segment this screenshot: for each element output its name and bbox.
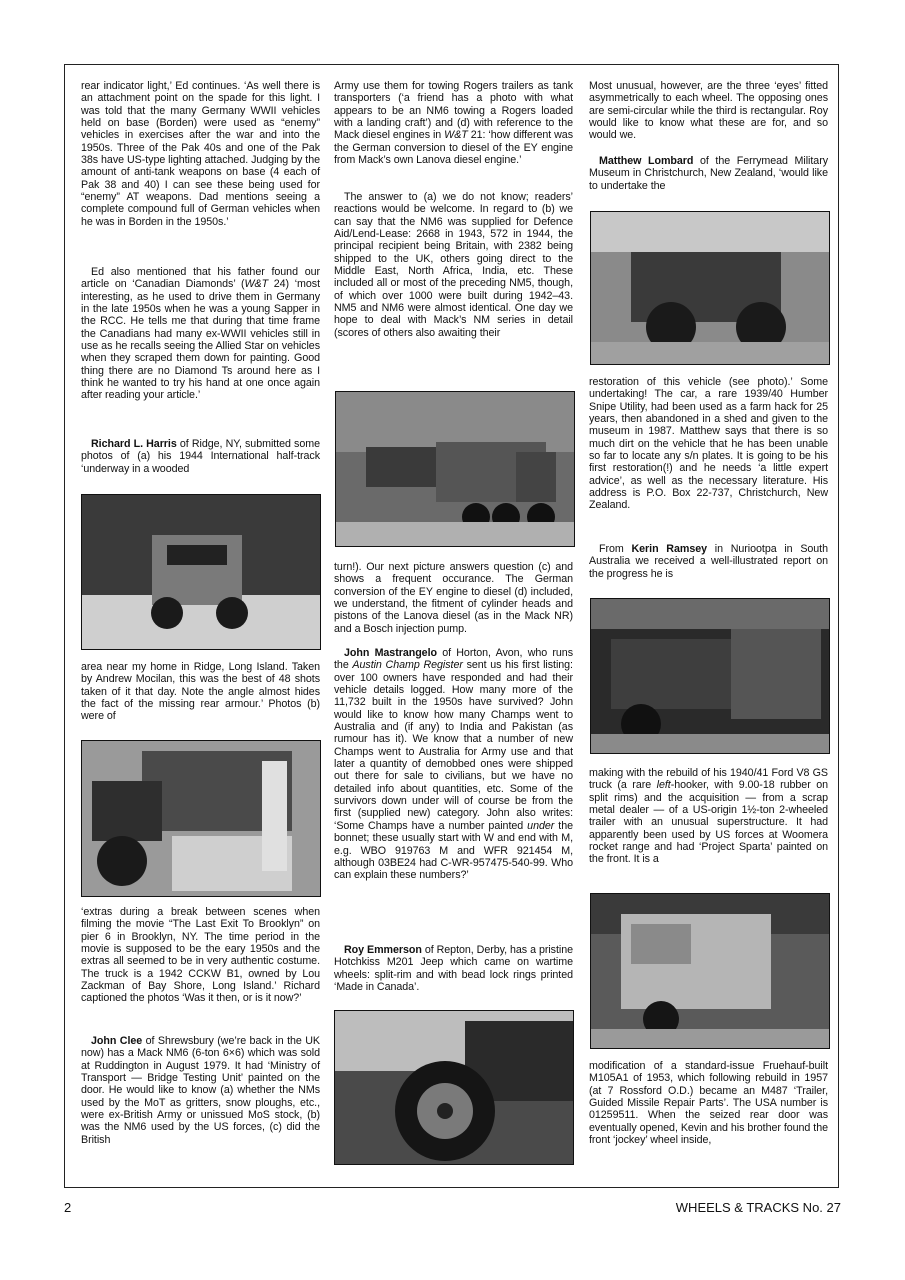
paragraph: ‘extras during a break between scenes when filming the movie “The Last Exit To Brooklyn” on pier 6 in Brooklyn, NY. The time period in the movie is supposed to be the eary 1950s and the extras all seemed to be in very authentic costume. The truck is a 1942 CCKW B1, owned by Lou Zackman of Bay Shore, Long Island.’ Richard captioned the photos ‘Was it then, or is it now?’	[81, 906, 320, 1005]
ford-gs-truck-photo	[590, 598, 830, 754]
paragraph: John Mastrangelo of Horton, Avon, who runs the Austin Champ Register sent us his first listing: over 100 owners have responded and had their vehicle details logged. How many more of the 11,732 built in the 1950s have survived? John would like to know how many Champs went to Australia and (if any) to India and Pakistan (as rumour has it). We know that a number of new Champs went to Australia for Army use and that later a quantity of demobbed ones were shipped out there for sale to civilians, but we have no detailed info about quantities, etc. Some of the survivors down under will of course be from the first (supplied new) category. John also writes: ‘Some Champs have a number painted under the bonnet; these usually start with W and end with M, e.g. WBO 919763 M and WFR 921454 M, although 03BE24 had C-WR-957475-540-99. Who can explain these numbers?’	[334, 647, 573, 882]
paragraph: restoration of this vehicle (see photo).’ Some undertaking! The car, a rare 1939/40 Humber Snipe Utility, had been used as a farm hack for 25 years, then abandoned in a shed and given to the museum in 1987. Matthew says that there is so much dirt on the vehicle that he has been unable so far to locate any s/n plates. It is going to be his first restoration(!) and he needs ‘a little expert advice’, as well as the necessary literature. His address is P.O. Box 22-737, Christchurch, New Zealand.	[589, 376, 828, 512]
column-3	[589, 80, 828, 192]
paragraph: rear indicator light,’ Ed continues. ‘As well there is an attachment point on the spade for this light. I was told that the many Germany WWII vehicles held on base (Borden) were used as “enemy” vehicles in exercises after the war and into the 1950s. Three of the Pak 40s and one of the Pak 38s have US-type lighting attached. Judging by the amount of anti-tank weapons on base (4 each of Pak 38 and 40) I can see these being used for “enemy” AT weapons. Dad mentions seeing a complete compound full of German vehicles when he was in Borden in the 1950s.’	[81, 80, 320, 228]
column-3-part-4	[589, 1060, 828, 1146]
magazine-footer: WHEELS & TRACKS No. 27	[675, 1200, 841, 1215]
cckw-truck-photo	[81, 740, 321, 897]
paragraph: Roy Emmerson of Repton, Derby, has a pristine Hotchkiss M201 Jeep which came on wartime wheels: split-rim and with bead lock rings printed ‘Made in Canada’.	[334, 944, 573, 994]
column-1	[81, 80, 320, 475]
column-2	[334, 80, 573, 339]
paragraph: making with the rebuild of his 1940/41 Ford V8 GS truck (a rare left-hooker, with 9.00-18 rubber on split rims) and the acquisition — from a scrap metal dealer — of a US-origin 1½-ton 2-wheeled trailer with an unusual superstructure. It had apparently been used by US forces at Woomera rocket range and had ‘Project Sparta’ painted on the front. It is a	[589, 767, 828, 866]
column-3-part-2	[589, 376, 828, 580]
paragraph: Richard L. Harris of Ridge, NY, submitted some photos of (a) his 1944 International half-track ‘underway in a wooded	[81, 438, 320, 475]
column-3-part-3	[589, 767, 828, 866]
paragraph: John Clee of Shrewsbury (we’re back in the UK now) has a Mack NM6 (6-ton 6×6) which was sold at Ruddington in August 1979. It had ‘Ministry of Transport — Bridge Testing Unit’ painted on the door. He would like to know (a) whether the NMs used by the MoT as gritters, snow ploughs, etc., were ex-British Army or unissued MoS stock, (b) was the NM6 used by the US forces, (c) did the British	[81, 1035, 320, 1146]
column-1-part-2	[81, 661, 320, 723]
paragraph: modification of a standard-issue Fruehauf-built M105A1 of 1953, which following rebuild in 1957 (at 7 Rossford O.D.) became an M487 ‘Trailer, Guided Missile Repair Parts’. The USA number is 01259511. When the seized rear door was eventually opened, Kevin and his brother found the front ‘jockey’ wheel inside,	[589, 1060, 828, 1147]
column-1-part-3	[81, 906, 320, 1146]
paragraph: The answer to (a) we do not know; readers’ reactions would be welcome. In regard to (b) we can say that the NM6 was supplied for Defence Aid/Lend-Lease: 2668 in 1943, 572 in 1944, the principal recipient being Britain, with 2382 being shipped to the UK, others going direct to the Middle East, North Africa, India, etc. These included all or most of the preceding NM5, though, of which over 1000 were built during 1942–43. NM5 and NM6 were almost identical. One day we hope to deal with Mack’s NM series in detail (scores of others also awaiting their	[334, 191, 573, 339]
humber-snipe-photo	[590, 211, 830, 365]
halftrack-photo	[81, 494, 321, 650]
column-2-part-2	[334, 561, 573, 993]
mack-nm6-transporter-photo	[335, 391, 575, 547]
paragraph: Army use them for towing Rogers trailers as tank transporters (‘a friend has a photo with what appears to be an NM6 towing a Rogers loaded with a landing craft’) and (d) with reference to the Mack diesel engines in W&T 21: ‘how different was the German conversion to diesel of the EY engine from Mack’s own Lanova diesel engine.’	[334, 80, 573, 167]
jeep-wheel-photo	[334, 1010, 574, 1165]
page-number: 2	[64, 1200, 72, 1215]
paragraph: turn!). Our next picture answers question (c) and shows a frequent occurance. The German conversion of the EY engine to diesel (d) included, we understand, the fitment of cylinder heads and pistons of the Lanova diesel (as in the Mack NR) and a Bosch injection pump.	[334, 561, 573, 635]
paragraph: Most unusual, however, are the three ‘eyes’ fitted asymmetrically to each wheel. The opposing ones are semi-circular while the third is rectangular. Roy would like to know what these are for, and so would we.	[589, 80, 828, 142]
paragraph: Matthew Lombard of the Ferrymead Military Museum in Christchurch, New Zealand, ‘would like to undertake the	[589, 155, 828, 192]
m487-trailer-photo	[590, 893, 830, 1049]
paragraph: Ed also mentioned that his father found our article on ‘Canadian Diamonds’ (W&T 24) ‘most interesting, as he used to drive them in Germany in the late 1950s when he was a young Sapper in the RCC. He tells me that during that time frame the Canadians had many ex-WWII vehicles still in use as he recalls seeing the Allied Star on vehicles when they scraped them down for painting. Good thing there are no Diamond Ts around here as I think he wanted to try his hand at one once again after reading your article.’	[81, 266, 320, 402]
paragraph: area near my home in Ridge, Long Island. Taken by Andrew Mocilan, this was the best of 48 shots taken of it that day. Note the angle almost hides the fact of the missing rear armour.’ Photos (b) were of	[81, 661, 320, 723]
paragraph: From Kerin Ramsey in Nuriootpa in South Australia we received a well-illustrated report on the progress he is	[589, 543, 828, 580]
